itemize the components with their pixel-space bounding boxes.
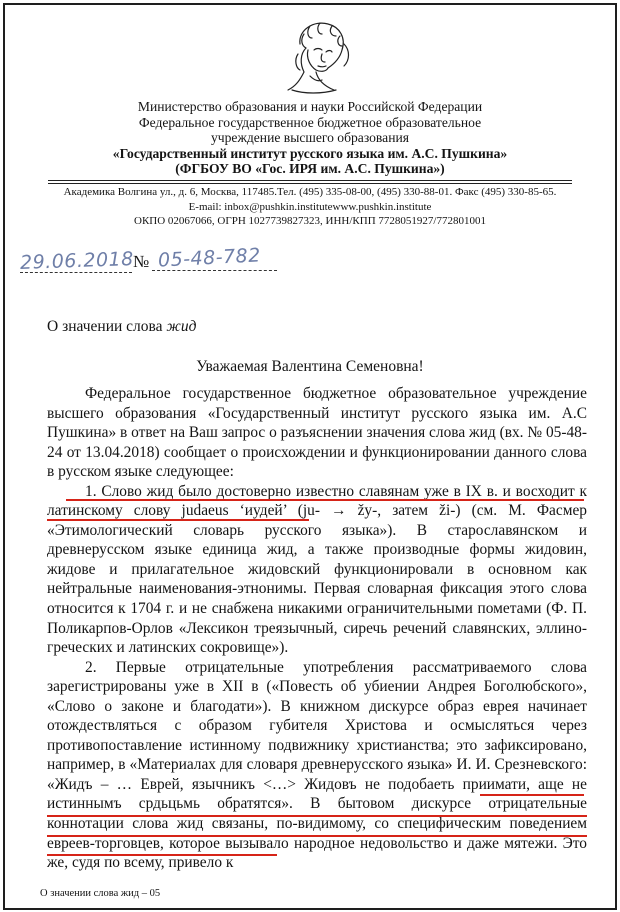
letter-body: [47, 384, 587, 873]
handwritten-number: 05-48-782: [157, 244, 262, 272]
red-underline-1: [66, 499, 584, 501]
handwritten-date: 29.06.2018: [19, 248, 135, 274]
contacts-email: E-mail: inbox@pushkin.institutewww.pushkin.institute: [188, 200, 432, 213]
letter-subject: [47, 318, 196, 336]
institute-name: «Государственный институт русского языка им. А.С. Пушкина»: [112, 145, 508, 161]
date-line: [20, 272, 132, 273]
greeting: Уважаемая Валентина Семеновна!: [196, 358, 424, 375]
contacts-address: Академика Волгина ул., д. 6, Москва, 117485.Тел. (495) 335-08-00, (495) 330-88-01. Факс (495) 330-85-65.: [63, 186, 557, 198]
page-footer: О значении слова жид – 05: [40, 888, 161, 899]
paragraph-1: 1. Слово жид было достоверно известно славянам уже в IX в. и восходит к латинскому слову judaeus ‘иудей’ (ju- → žy-, затем ži-) (см. М. Фасмер «Этимологический словарь русского языка»). В старославянском и древнерусском языке единица жид, а также производные формы жидовин, жидове и прилагательное жидовский функционировали в основном как нейтральные наименования-этнонимы. Первая словарная фиксация этого слова относится к 1704 г. и не снабжена никакими ограничительными пометами (Ф. П. Поликарпов-Орлов «Лексикон треязычный, сиречь речений славянских, эллино-греческих и латинских сокровище»).: [47, 482, 587, 657]
red-underline-2: [47, 519, 309, 521]
header-line-2: Федеральное государственное бюджетное образовательное: [138, 114, 482, 130]
institute-short-name: (ФГБОУ ВО «Гос. ИРЯ им. А.С. Пушкина»): [175, 161, 445, 177]
contacts-block: [0, 185, 620, 229]
paragraph-intro: Федеральное государственное бюджетное образовательное учреждение высшего образования «Государственный институт русского языка им. А.С Пушкина» в ответ на Ваш запрос о разъяснении значения слова жид (вх. № 05-48-24 от 13.04.2018) сообщает о происхождении и функционировании данного слова в русском языке следующее:: [47, 385, 587, 481]
red-underline-5: [47, 835, 587, 837]
number-sign: №: [133, 252, 150, 271]
subject-prefix: О значении слова: [47, 318, 167, 335]
red-underline-6: [47, 854, 277, 856]
contacts-codes: ОКПО 02067066, ОГРН 1027739827323, ИНН/КПП 7728051927/772801001: [134, 215, 486, 227]
header-rule-top: [48, 180, 572, 181]
header-line-3: учреждение высшего образования: [210, 130, 409, 146]
ministry-header: [0, 99, 620, 177]
subject-word: жид: [166, 318, 197, 335]
header-rule-bottom: [48, 183, 572, 184]
red-underline-4: [47, 815, 587, 817]
pushkin-portrait-logo: [270, 14, 366, 98]
paragraph-2: 2. Первые отрицательные употребления рассматриваемого слова зарегистрированы уже в XII в («Повесть об убиении Андрея Боголюбского», «Слово о законе и благодати»). В книжном дискурсе образ еврея начинает отождествляться с образом губителя Христова и осмысляться через противопоставление истинному подвижнику христианства; это зафиксировано, например, в «Материалах для словаря древнерусского языка» И. И. Срезневского: «Жидъ – … Еврей, язычникъ <…> Жидовъ не подобаеть приимати, аще не истиннымъ срдьцьмь обратятся». В бытовом дискурсе отрицательные коннотации слова жид связаны, по-видимому, со специфическим поведением евреев-торговцев, которое вызывало народное недовольство и даже мятежи. Это же, судя по всему, привело к: [47, 658, 587, 872]
red-underline-3: [480, 794, 584, 796]
number-line: [152, 270, 277, 271]
header-line-1: Министерство образования и науки Российской Федерации: [137, 99, 483, 114]
